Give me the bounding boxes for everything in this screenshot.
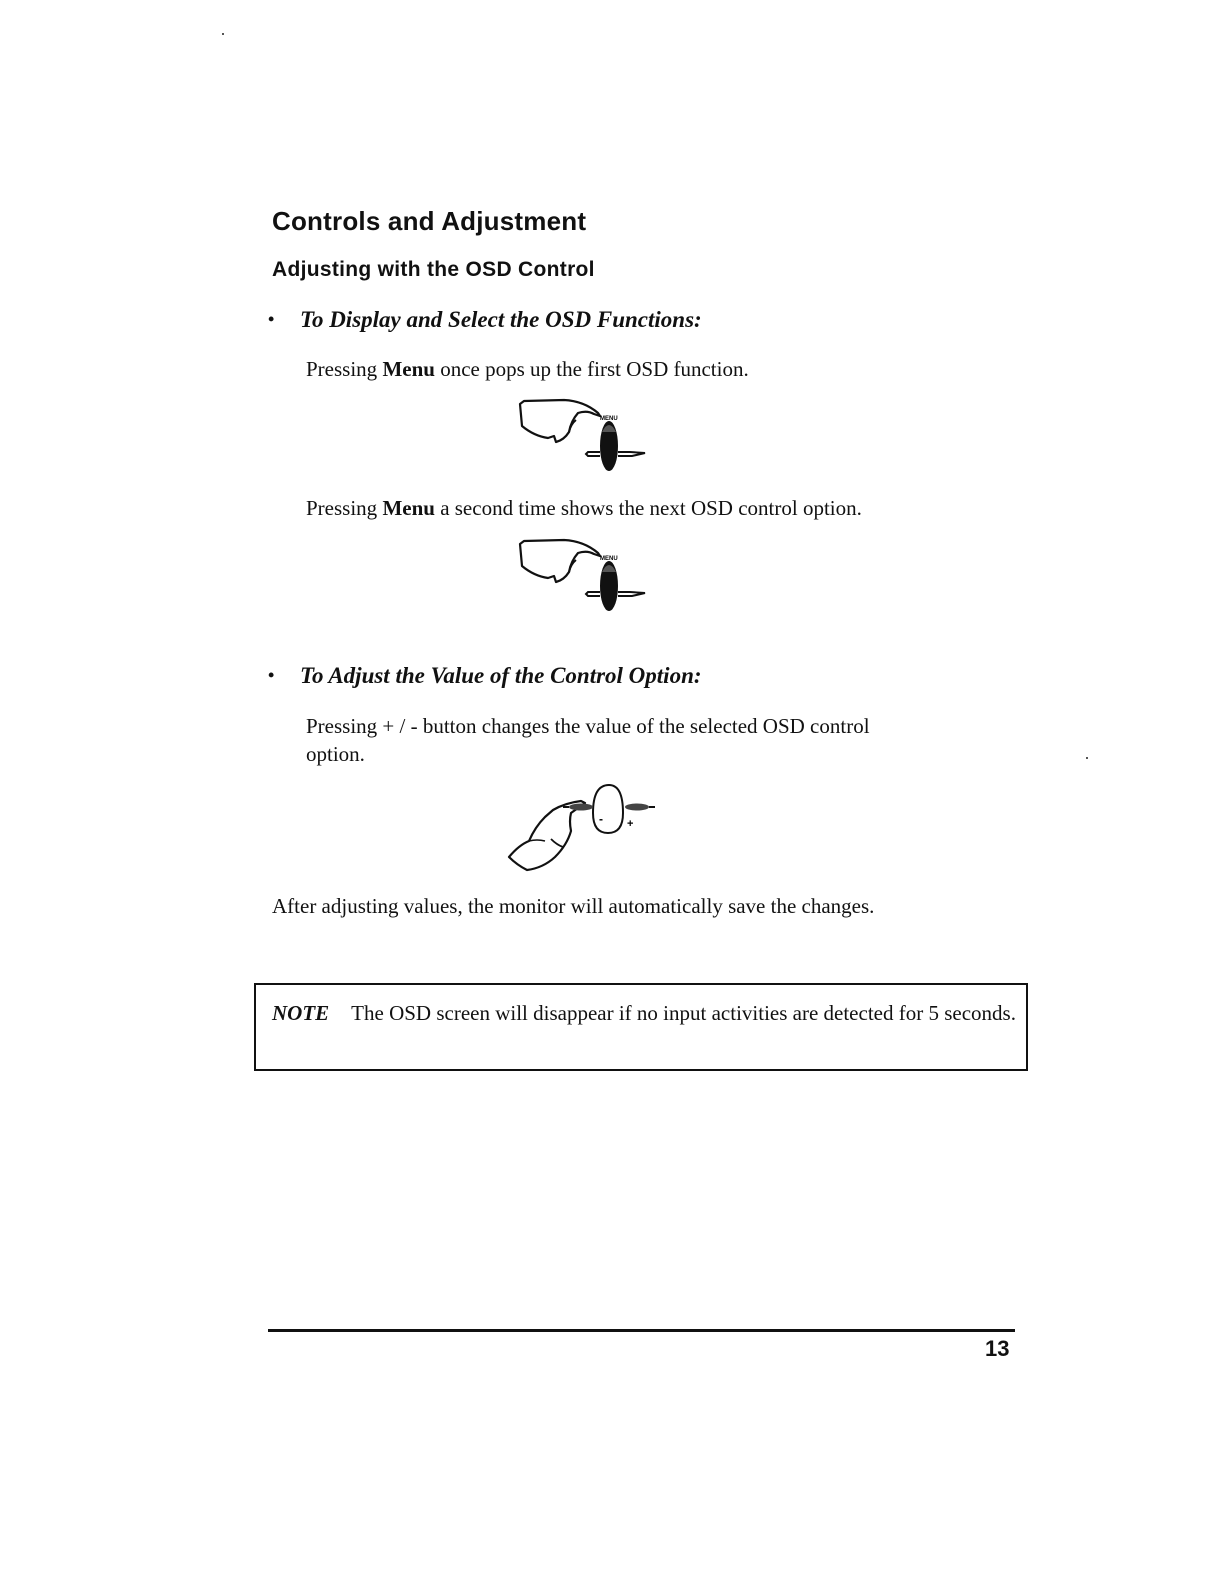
scan-speck xyxy=(222,33,224,35)
instruction-step-2 xyxy=(306,494,862,522)
bullet-heading-text: To Adjust the Value of the Control Option: xyxy=(300,663,702,688)
plus-arrow-icon xyxy=(625,804,649,811)
pointing-hand-icon xyxy=(509,801,585,870)
pointing-hand-icon xyxy=(520,540,600,582)
note-body: The OSD screen will disappear if no input activities are detected for 5 seconds. xyxy=(351,1001,1016,1025)
menu-key-label: Menu xyxy=(382,496,435,520)
arrow-left-icon xyxy=(586,592,600,596)
arrow-right-icon xyxy=(618,452,645,456)
pointing-hand-icon xyxy=(520,400,600,442)
bullet-heading-text: To Display and Select the OSD Functions: xyxy=(300,307,702,332)
step-text: a second time shows the next OSD control option. xyxy=(434,496,862,520)
section-subheading: Adjusting with the OSD Control xyxy=(272,258,595,281)
note-label: NOTE xyxy=(272,1001,330,1025)
arrow-right-icon xyxy=(618,592,645,596)
page-number: 13 xyxy=(985,1336,1010,1361)
bullet-heading-display xyxy=(268,307,702,333)
note-box xyxy=(254,983,1028,1071)
instruction-adjust-line-1: Pressing + / - button changes the value of the selected OSD control xyxy=(306,714,870,738)
arrow-left-icon xyxy=(586,452,600,456)
menu-key-label: Menu xyxy=(382,357,435,381)
menu-button-label: MENU xyxy=(600,416,618,422)
hand-press-plus-minus-illustration xyxy=(505,775,655,875)
minus-arrow-icon xyxy=(569,804,593,811)
page-title: Controls and Adjustment xyxy=(272,206,587,236)
menu-button-label: MENU xyxy=(600,556,618,562)
bullet-marker: • xyxy=(268,665,275,685)
hand-press-menu-illustration-2 xyxy=(514,536,654,616)
bullet-heading-adjust xyxy=(268,663,702,689)
step-text: Pressing xyxy=(306,357,383,381)
step-text: once pops up the first OSD function. xyxy=(434,357,749,381)
footer-rule xyxy=(268,1329,1015,1332)
step-text: Pressing xyxy=(306,496,383,520)
minus-label: - xyxy=(599,812,603,826)
closing-paragraph: After adjusting values, the monitor will automatically save the changes. xyxy=(272,894,875,918)
instruction-adjust-line-2: option. xyxy=(306,742,365,766)
plus-label: + xyxy=(627,818,634,830)
hand-press-menu-illustration-1 xyxy=(514,396,654,476)
instruction-step-1 xyxy=(306,355,749,383)
note-text-block xyxy=(272,998,1018,1029)
scan-speck xyxy=(1086,757,1088,759)
bullet-marker: • xyxy=(268,309,275,329)
adjust-button-icon xyxy=(593,785,623,833)
